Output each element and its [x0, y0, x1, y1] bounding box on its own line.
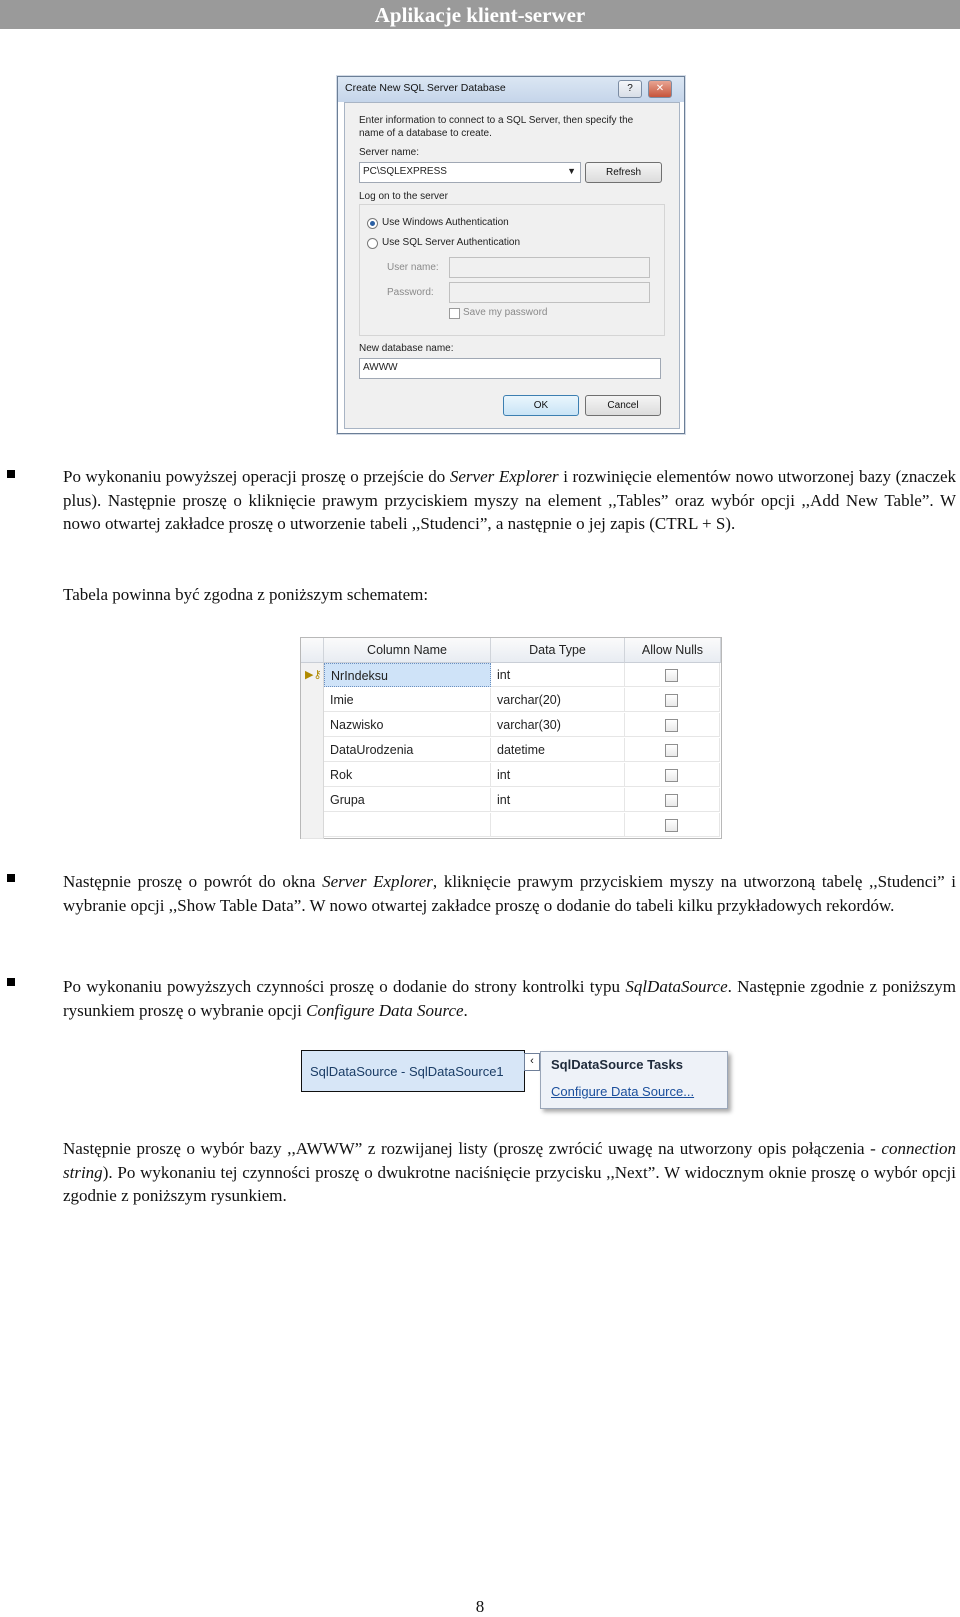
dialog-body [344, 102, 680, 429]
dialog-intro-line1: Enter information to connect to a SQL Server, then specify the [359, 115, 634, 126]
para4-text-c: . Następnie zgodnie z poniższym rysunkiem proszę o wybranie opcji [63, 977, 956, 1020]
para5-connection-string: connection string [63, 1139, 956, 1182]
allow-nulls-cell [625, 688, 720, 712]
para4-text-a: Po wykonaniu powyższych czynności proszę o dodanie do strony kontrolki typu [63, 977, 626, 996]
para1-text-c: i rozwinięcie elementów nowo utworzonej bazy (znaczek plus). Następnie proszę o kliknięcie prawym przyciskiem myszy na element ,,Tables” oraz wybór opcji ,,Add New Table”. W nowo otwartej zakładce proszę o utworzenie tabeli ,,Studenci”, a następnie o jej zapis (CTRL + S). [63, 467, 956, 533]
column-name-cell[interactable]: Rok [324, 763, 491, 787]
allow-nulls-checkbox[interactable] [665, 769, 678, 782]
dialog-titlebar [338, 77, 684, 102]
grid-header-data-type: Data Type [491, 638, 625, 663]
new-db-input[interactable] [359, 358, 661, 379]
row-selector[interactable] [301, 813, 324, 839]
allow-nulls-checkbox[interactable] [665, 744, 678, 757]
paragraph-1 [63, 465, 956, 536]
row-selector[interactable] [301, 738, 324, 764]
bullet [7, 978, 15, 986]
password-label: Password: [387, 287, 434, 298]
allow-nulls-cell [625, 663, 720, 687]
para1-text-a: Po wykonaniu powyższej operacji proszę o przejście do [63, 467, 450, 486]
sqldatasource-control[interactable]: SqlDataSource - SqlDataSource1 [301, 1050, 525, 1092]
windows-auth-radio[interactable] [367, 218, 378, 229]
allow-nulls-checkbox[interactable] [665, 694, 678, 707]
new-db-value: AWWW [363, 362, 398, 373]
column-name-cell[interactable]: DataUrodzenia [324, 738, 491, 762]
ok-button[interactable]: OK [503, 395, 579, 416]
create-database-dialog [337, 76, 685, 434]
column-name-cell[interactable]: Grupa [324, 788, 491, 812]
logon-group-label: Log on to the server [359, 191, 448, 202]
page-number: 8 [475, 1597, 485, 1616]
paragraph-3 [63, 870, 956, 917]
server-name-value: PC\SQLEXPRESS [363, 166, 447, 177]
dialog-title: Create New SQL Server Database [345, 82, 506, 94]
para3-text-a: Następnie proszę o powrót do okna [63, 872, 323, 891]
server-name-combo[interactable] [359, 162, 581, 183]
para5-text-c: ). Po wykonaniu tej czynności proszę o dwukrotne naciśnięcie przycisku ,,Next”. W widocznym oknie proszę o wybór opcji zgodnie z poniższym rysunkiem. [63, 1162, 956, 1205]
para4-configure-data-source: Configure Data Source [306, 1000, 464, 1020]
bullet [7, 874, 15, 882]
data-type-cell[interactable]: varchar(30) [491, 713, 625, 737]
server-name-label: Server name: [359, 147, 420, 158]
smart-tag-arrow-icon[interactable]: ‹ [524, 1053, 540, 1071]
primary-key-icon: ▶⚷ [305, 669, 322, 681]
refresh-button[interactable]: Refresh [585, 162, 662, 183]
save-password-label: Save my password [463, 307, 548, 318]
paragraph-5 [63, 1137, 956, 1208]
allow-nulls-cell [625, 788, 720, 812]
save-password-checkbox[interactable] [449, 308, 460, 319]
username-label: User name: [387, 262, 439, 273]
new-db-label: New database name: [359, 343, 454, 354]
chevron-down-icon: ▼ [567, 166, 576, 176]
bullet [7, 470, 15, 478]
paragraph-2: Tabela powinna być zgodna z poniższym schematem: [63, 585, 429, 604]
sqldatasource-tasks-panel [540, 1051, 728, 1109]
table-design-grid [300, 637, 722, 839]
row-selector[interactable] [301, 713, 324, 739]
help-button[interactable]: ? [618, 80, 642, 98]
para5-text-a: Następnie proszę o wybór bazy ,,AWWW” z rozwijanej listy (proszę zwrócić uwagę na utworzony opis połączenia - [63, 1139, 882, 1158]
allow-nulls-cell [625, 813, 720, 837]
column-name-cell[interactable]: NrIndeksu [324, 663, 491, 687]
grid-corner [301, 638, 324, 663]
row-selector[interactable] [301, 663, 324, 689]
grid-header-allow-nulls: Allow Nulls [625, 638, 721, 663]
para4-text-e: . [463, 1000, 468, 1020]
column-name-cell[interactable]: Nazwisko [324, 713, 491, 737]
data-type-cell[interactable]: varchar(20) [491, 688, 625, 712]
sql-auth-label: Use SQL Server Authentication [382, 237, 521, 248]
sql-auth-radio[interactable] [367, 238, 378, 249]
allow-nulls-cell [625, 763, 720, 787]
tasks-title: SqlDataSource Tasks [551, 1057, 683, 1072]
column-name-cell[interactable] [324, 813, 491, 837]
page-header: Aplikacje klient-serwer [0, 0, 960, 29]
column-name-cell[interactable]: Imie [324, 688, 491, 712]
cancel-button[interactable]: Cancel [585, 395, 661, 416]
allow-nulls-checkbox[interactable] [665, 794, 678, 807]
grid-header-column-name: Column Name [324, 638, 491, 663]
para4-sqldatasource: SqlDataSource [625, 977, 728, 996]
configure-data-source-link[interactable]: Configure Data Source... [551, 1084, 695, 1099]
data-type-cell[interactable]: datetime [491, 738, 625, 762]
row-selector[interactable] [301, 688, 324, 714]
data-type-cell[interactable]: int [491, 763, 625, 787]
allow-nulls-checkbox[interactable] [665, 719, 678, 732]
data-type-cell[interactable] [491, 813, 625, 837]
allow-nulls-cell [625, 738, 720, 762]
row-selector[interactable] [301, 763, 324, 789]
password-input[interactable] [449, 282, 650, 303]
allow-nulls-checkbox[interactable] [665, 819, 678, 832]
windows-auth-label: Use Windows Authentication [382, 217, 509, 228]
data-type-cell[interactable]: int [491, 663, 625, 687]
dialog-intro-line2: name of a database to create. [359, 128, 492, 139]
username-input[interactable] [449, 257, 650, 278]
paragraph-4 [63, 975, 956, 1022]
data-type-cell[interactable]: int [491, 788, 625, 812]
close-button[interactable]: ✕ [648, 80, 672, 98]
para3-server-explorer: Server Explorer [322, 872, 433, 891]
row-selector[interactable] [301, 788, 324, 814]
para1-server-explorer: Server Explorer [449, 467, 559, 486]
para3-text-c: , kliknięcie prawym przyciskiem myszy na utworzoną tabelę ,,Studenci” i wybranie opcji ,,Show Table Data”. W nowo otwartej zakładce proszę o dodanie do tabeli kilku przykładowych rekordów. [63, 872, 957, 915]
allow-nulls-cell [625, 713, 720, 737]
allow-nulls-checkbox[interactable] [665, 669, 678, 682]
